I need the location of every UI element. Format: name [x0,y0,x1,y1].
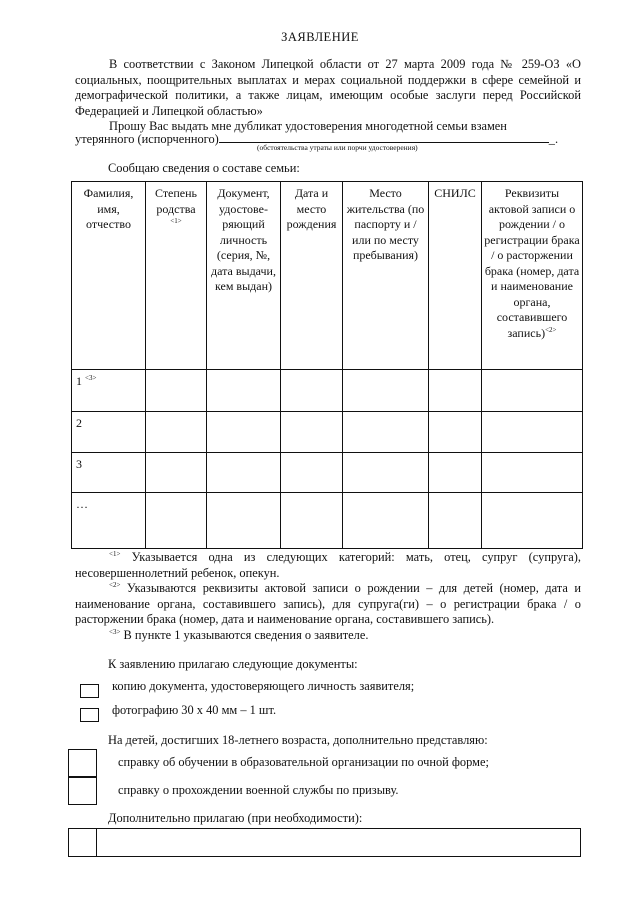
table-cell[interactable] [429,370,482,412]
docs-heading: К заявлению прилагаю следующие документы: [108,657,358,671]
lost-tail: _. [548,132,559,146]
table-cell[interactable] [146,370,207,412]
table-cell[interactable] [482,412,583,453]
footnote-3: $^{<3>}$ В пункте 1 указываются сведения о заявителе. [109,627,369,642]
adult-heading: На детей, достигших 18-летнего возраста, дополнительно представляю: [108,733,488,747]
request-text: Прошу Вас выдать мне дубликат удостоверения многодетной семьи взамен [109,119,507,133]
footnote-ref: <3> [85,374,97,382]
lost-reason-field[interactable] [219,130,549,143]
lost-caption: (обстоятельства утраты или порчи удостоверения) [257,143,418,152]
row-number-cell[interactable]: 1 $^{<3>}$ [72,370,146,412]
doc-checkbox-photo[interactable] [80,708,99,722]
lost-label: утерянного (испорченного) [75,132,219,146]
table-row [72,453,583,493]
table-row [72,412,583,453]
table-cell[interactable] [343,370,429,412]
footnotes [75,550,581,643]
doc-checkbox-id[interactable] [80,684,99,698]
doc-label-photo: фотографию 30 х 40 мм – 1 шт. [112,703,277,717]
table-cell[interactable] [207,412,281,453]
table-cell[interactable] [482,370,583,412]
table-cell[interactable] [281,493,343,549]
header-cell-relation: Степень родства $^{<1>}$ [146,182,207,370]
extra-docs-field[interactable] [68,828,581,857]
footnote-ref: <2> [545,325,557,334]
table-cell[interactable] [343,493,429,549]
table-row [72,493,583,549]
adult-label-military: справку о прохождении военной службы по призыву. [118,783,399,797]
table-cell[interactable] [343,412,429,453]
table-header-row [72,182,583,370]
adult-label-study: справку об обучении в образовательной организации по очной форме; [118,755,489,769]
footnote-ref: <1> [170,217,182,225]
row-number-cell[interactable]: 2 [72,412,146,453]
table-row [72,370,583,412]
header-cell-record: Реквизиты актовой записи о рождении / о регистрации брака / о расторжении брака (номер, дата и наименование органа, составившего запись)$^{<2>}$ [482,182,583,370]
footnote-2: $^{<2>}$ Указываются реквизиты актовой записи о рождении – для детей (номер, дата и наименование органа, составившего запись), для супруга(ги) – о регистрации брака / о расторжении брака (номер, дата и наименование органа, составившего запись). [75,580,581,626]
family-table [71,181,583,549]
table-cell[interactable] [207,493,281,549]
table-cell[interactable] [207,453,281,493]
table-cell[interactable] [146,493,207,549]
footnote-1: $^{<1>}$ Указывается одна из следующих категорий: мать, отец, супруг (супруга), несовершеннолетний ребенок, опекун. [75,549,581,580]
table-cell[interactable] [343,453,429,493]
table-cell[interactable] [207,370,281,412]
intro-text: В соответствии с Законом Липецкой области от 27 марта 2009 года № 259-ОЗ «О социальных, поощрительных выплатах и мерах социальной поддержки в сфере семейной и демографической политики, а также лицам, имеющим особые заслуги перед Российской Федерацией и Липецкой областью» [75,57,581,118]
row-number-cell[interactable]: 3 [72,453,146,493]
extra-docs-checkbox[interactable] [69,829,97,856]
header-cell-snils: СНИЛС [429,182,482,370]
table-cell[interactable] [429,412,482,453]
row-number-cell[interactable]: … [72,493,146,549]
table-cell[interactable] [429,493,482,549]
table-cell[interactable] [281,370,343,412]
table-cell[interactable] [146,412,207,453]
table-cell[interactable] [281,412,343,453]
header-cell-residence: Место жительства (по паспорту и / или по месту пребывания) [343,182,429,370]
adult-checkbox-study[interactable] [68,749,97,778]
page-title: ЗАЯВЛЕНИЕ [281,30,359,44]
table-cell[interactable] [482,453,583,493]
adult-checkbox-military[interactable] [68,776,97,805]
doc-label-id: копию документа, удостоверяющего личность заявителя; [112,679,415,693]
table-cell[interactable] [429,453,482,493]
header-cell-name: Фамилия, имя, отчество [72,182,146,370]
family-heading: Сообщаю сведения о составе семьи: [108,161,300,175]
table-cell[interactable] [146,453,207,493]
table-cell[interactable] [482,493,583,549]
header-cell-document: Документ, удостове- ряющий личность (серия, №, дата выдачи, кем выдан) [207,182,281,370]
intro-section [75,57,581,135]
extra-heading: Дополнительно прилагаю (при необходимости): [108,811,363,825]
table-cell[interactable] [281,453,343,493]
header-cell-birth: Дата и место рождения [281,182,343,370]
